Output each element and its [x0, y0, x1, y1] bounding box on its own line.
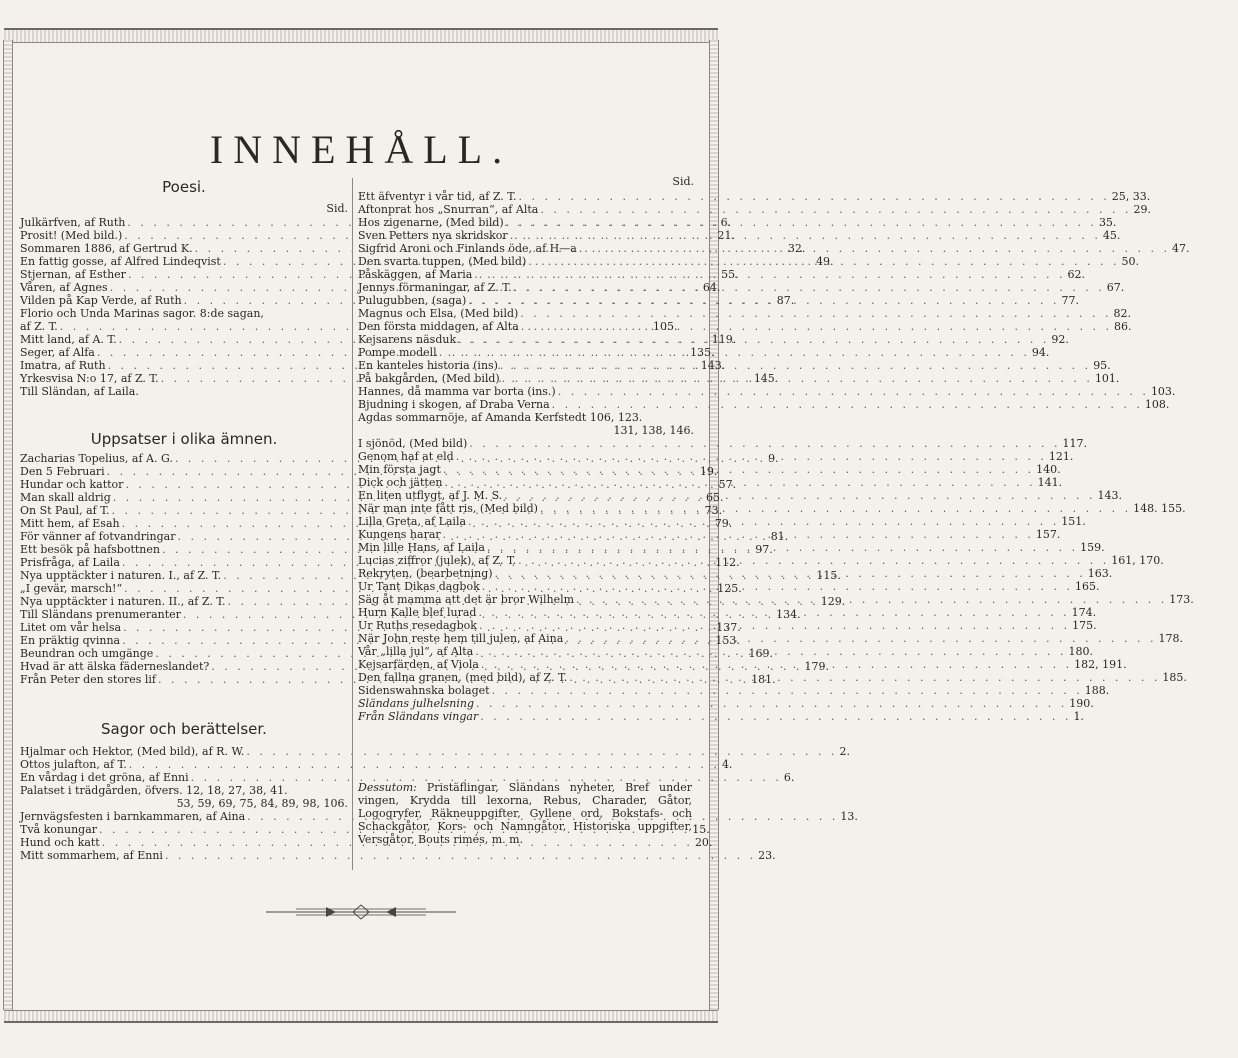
toc-entry	[20, 849, 776, 862]
toc-entry-page: 94.	[1031, 346, 1050, 359]
dot-leader	[498, 359, 1093, 372]
toc-entry-title: När man inte fått ris, (Med bild)	[358, 502, 538, 515]
toc-entry-title: Litet om vår helsa	[20, 621, 122, 634]
toc-entry	[20, 784, 348, 797]
toc-entry-page: 137.	[716, 621, 741, 634]
toc-entry-page: 134.	[776, 608, 801, 621]
toc-entry-title: Sigfrid Aroni och Finlands öde, af H—a	[358, 242, 577, 255]
toc-entry-page: 2.	[839, 745, 851, 758]
dessutom-text: Pristäflingar, Sländans nyheter, Bref under vingen, Krydda till lexorna, Rebus, Charader, Gåtor, Logogryfer, Räkneuppgifter, Gyllene ord, Bokstafs- och Schackgåtor, Kors- och Namngåtor, Historiska uppgifter, Versgåtor, Bouts rimés, m. m.	[358, 781, 692, 846]
toc-entry-page: 163.	[1087, 567, 1113, 580]
toc-entry-page: 64.	[702, 281, 721, 294]
toc-entry-page: 159.	[1080, 541, 1105, 554]
toc-entry-page: 143.	[1097, 489, 1122, 502]
toc-entry-title: Man skall aldrig	[20, 491, 111, 504]
column-divider	[352, 178, 353, 870]
toc-entry-page: 15.	[692, 823, 710, 836]
dot-leader	[478, 710, 1073, 723]
toc-entry-title: Hurn Kalle blef lurad	[358, 606, 477, 619]
toc-entry-page: 121.	[1048, 450, 1074, 463]
dot-leader	[577, 242, 1172, 255]
toc-entry-title: Seger, af Alfa	[20, 346, 95, 359]
toc-entry-page: 45.	[1102, 229, 1121, 242]
toc-entry-title: Lilla Greta, af Laila	[358, 515, 467, 528]
toc-entry	[358, 190, 1151, 203]
toc-entry-title: Dick och jätten	[358, 476, 443, 489]
toc-entry-title: „I gevär, marsch!“	[20, 582, 123, 595]
toc-entry-page: 6.	[783, 771, 795, 784]
dot-leader	[517, 190, 1112, 203]
toc-entry-title: Rekryten, (bearbetning)	[358, 567, 493, 580]
toc-entry-title: I sjönöd, (Med bild)	[358, 437, 468, 450]
toc-entry-title: Påskäggen, af Maria	[358, 268, 473, 281]
dot-leader	[538, 502, 1133, 515]
toc-entry-page: 181.	[751, 673, 776, 686]
toc-entry-page: 23.	[758, 849, 776, 862]
toc-entry-page: 1.	[1073, 710, 1084, 723]
toc-entry-title: Pompe modell	[358, 346, 437, 359]
dessutom-lead: Dessutom:	[358, 781, 417, 794]
dessutom-paragraph	[358, 781, 692, 846]
dot-leader	[437, 346, 1032, 359]
toc-entry-page: 179.	[804, 660, 829, 673]
toc-entry-page: 140.	[1036, 463, 1061, 476]
page-title: INNEHÅLL.	[209, 127, 513, 172]
toc-entry-page: 129.	[820, 595, 846, 608]
toc-entry-title: Jennys förmaningar, af Z. T.	[358, 281, 512, 294]
dot-leader	[490, 684, 1085, 697]
toc-entry-title: Beundran och umgänge	[20, 647, 154, 660]
toc-entry-title: Julkärfven, af Ruth	[20, 216, 126, 229]
toc-entry	[358, 697, 1094, 710]
toc-entry-title: Sidenswahnska bolaget	[358, 684, 490, 697]
toc-entry-title: Prisfråga, af Laila	[20, 556, 120, 569]
toc-entry-page: 62.	[1067, 268, 1085, 281]
dot-leader	[516, 554, 1111, 567]
toc-entry-page: 153.	[715, 634, 740, 647]
toc-entry-page: 35.	[1098, 216, 1117, 229]
toc-entry	[358, 385, 1176, 398]
toc-entry-page: 67.	[1106, 281, 1125, 294]
sid-label-left: Sid.	[326, 202, 348, 215]
toc-entry-page: 50.	[1121, 255, 1139, 268]
toc-entry-title: Zacharias Topelius, af A. G.	[20, 452, 173, 465]
toc-entry-title: Den första middagen, af Alta	[358, 320, 519, 333]
toc-entry-page: 86.	[1113, 320, 1132, 333]
toc-entry-page: 165.	[1074, 580, 1100, 593]
toc-entry-title: Mitt hem, af Esah	[20, 517, 120, 530]
dot-leader	[441, 528, 1036, 541]
toc-entry-title: On St Paul, af T.	[20, 504, 110, 517]
toc-entry-title: Hjalmar och Hektor, (Med bild), af R. W.	[20, 745, 245, 758]
toc-entry-page: 21.	[717, 229, 735, 242]
toc-entry-page: 173.	[1169, 593, 1194, 606]
dot-leader	[244, 745, 839, 758]
toc-entry-page: 6.	[720, 216, 732, 229]
toc-entry-page: 169.	[748, 647, 774, 660]
toc-entry-title: Vår „lilla jul“, af Alta	[358, 645, 474, 658]
toc-entry-title: Till Sländan, af Laila.	[20, 385, 139, 398]
toc-entry-title: Magnus och Elsa, (Med bild)	[358, 307, 519, 320]
dot-leader	[477, 619, 1072, 632]
toc-entry	[358, 398, 1170, 411]
dot-leader	[526, 255, 1121, 268]
toc-entry-page: 79.	[714, 517, 733, 530]
toc-entry-page: 115.	[816, 569, 841, 582]
toc-entry-title: Yrkesvisa N:o 17, af Z. T.	[20, 372, 159, 385]
toc-entry-title: Våren, af Agnes	[20, 281, 108, 294]
toc-entry-title: Vilden på Kap Verde, af Ruth	[20, 294, 182, 307]
toc-entry	[358, 320, 1132, 333]
section-heading-poesi: Poesi.	[162, 178, 206, 196]
toc-entry-title: Jernvägsfesten i barnkammaren, af Aina	[20, 810, 246, 823]
ornamental-border-left	[3, 40, 13, 1010]
toc-entry-page: 49.	[816, 255, 834, 268]
toc-entry	[20, 758, 733, 771]
dot-leader	[512, 281, 1107, 294]
toc-entry-page: 87.	[776, 294, 795, 307]
toc-entry-title: Sländans julhelsning	[358, 697, 475, 710]
toc-entry-title: Hund och katt	[20, 836, 100, 849]
toc-entry-page: 73.	[704, 504, 723, 517]
ornamental-border-top	[4, 28, 718, 43]
section-heading-uppsatser: Uppsatser i olika ämnen.	[90, 430, 278, 448]
toc-entry-title: Kejsarens näsduk	[358, 333, 457, 346]
toc-entry-title: Nya upptäckter i naturen. I., af Z. T.	[20, 569, 222, 582]
dot-leader	[504, 216, 1099, 229]
toc-entry-title: Bjudning i skogen, af Draba Verna	[358, 398, 550, 411]
toc-entry-title: Palatset i trädgården, öfvers. 12, 18, 27, 38, 41.	[20, 784, 288, 797]
dot-leader	[493, 567, 1088, 580]
toc-entry-title: Min lille Hans, af Laila	[358, 541, 485, 554]
toc-entry	[358, 307, 1131, 320]
toc-entry-page: 92.	[1051, 333, 1069, 346]
toc-entry-title: Säg åt mamma att det är bror Wilhelm	[358, 593, 575, 606]
toc-entry-title: Agdas sommarnöje, af Amanda Kerfstedt 106, 123.	[358, 411, 643, 424]
toc-entry-title: Hundar och kattor	[20, 478, 124, 491]
toc-entry-title: Prosit! (Med bild.)	[20, 229, 123, 242]
toc-entry-page: 185.	[1162, 671, 1187, 684]
toc-entry-page: 65.	[705, 491, 724, 504]
dot-leader	[538, 203, 1133, 216]
toc-entry-page: 117.	[1062, 437, 1087, 450]
toc-entry-page: 151.	[1061, 515, 1086, 528]
dot-leader	[476, 606, 1071, 619]
dot-leader	[472, 268, 1067, 281]
toc-entry-page: 103.	[1150, 385, 1176, 398]
toc-entry-title: Hvad är att älska fäderneslandet?	[20, 660, 210, 673]
toc-entry-title: Från Sländans vingar	[358, 710, 479, 723]
toc-entry-title: Ur Tant Dikas dagbok	[358, 580, 480, 593]
toc-entry-page: 55.	[721, 268, 739, 281]
toc-entry-title: Aftonprat hos „Snurran“, af Alta	[358, 203, 539, 216]
toc-entry-page: 157.	[1035, 528, 1061, 541]
toc-entry-title: Två konungar	[20, 823, 98, 836]
toc-entry-page: 148. 155.	[1133, 502, 1186, 515]
toc-entry-title: På bakgården, (Med bild)	[358, 372, 500, 385]
toc-entry-title: För vänner af fotvandringar	[20, 530, 176, 543]
dot-leader	[567, 671, 1162, 684]
dot-leader	[480, 580, 1075, 593]
dot-leader	[163, 849, 758, 862]
toc-entry-title: En fattig gosse, af Alfred Lindeqvist	[20, 255, 221, 268]
toc-entry	[20, 745, 851, 758]
toc-entry	[20, 836, 713, 849]
toc-entry-title: Den 5 Februari	[20, 465, 105, 478]
toc-entry-title: Ur Ruths resedagbok	[358, 619, 477, 632]
toc-entry-title: Mitt land, af A. T.	[20, 333, 117, 346]
toc-entry	[358, 684, 1110, 697]
dot-leader	[441, 463, 1036, 476]
dot-leader	[456, 333, 1051, 346]
toc-entry-title: 53, 59, 69, 75, 84, 89, 98, 106.	[176, 797, 348, 810]
toc-entry-page: 81.	[770, 530, 789, 543]
toc-entry-title: Florio och Unda Marinas sagor. 8:de sagan,	[20, 307, 264, 320]
dot-leader	[550, 398, 1145, 411]
toc-entry-title: Sven Petters nya skridskor	[358, 229, 508, 242]
toc-entry	[20, 307, 348, 320]
toc-entry-page: 112.	[715, 556, 740, 569]
toc-entry	[20, 385, 348, 398]
toc-entry-page: 175.	[1072, 619, 1097, 632]
toc-entry-page: 180.	[1068, 645, 1093, 658]
toc-entry	[20, 823, 710, 836]
dot-leader	[574, 593, 1169, 606]
toc-entry-title: Ett äfventyr i vår tid, af Z. T.	[358, 190, 517, 203]
dot-leader	[467, 437, 1062, 450]
toc-entry	[20, 797, 348, 810]
section-heading-sagor: Sagor och berättelser.	[101, 720, 267, 738]
toc-entry-title: Kungens harar	[358, 528, 441, 541]
toc-entry-page: 135.	[690, 346, 715, 359]
toc-entry-page: 57.	[718, 478, 737, 491]
toc-entry-page: 77.	[1061, 294, 1079, 307]
toc-entry-page: 9.	[768, 452, 779, 465]
toc-entry-page: 47.	[1172, 242, 1190, 255]
toc-entry-page: 29.	[1133, 203, 1152, 216]
ornamental-border-bottom	[4, 1010, 718, 1023]
toc-entry-title: Pulugubben, (saga)	[358, 294, 467, 307]
toc-entry-title: Från Peter den stores lif	[20, 673, 156, 686]
dot-leader	[473, 645, 1068, 658]
toc-entry-title: Hos zigenarne, (Med bild)	[358, 216, 504, 229]
dot-leader	[485, 541, 1080, 554]
toc-entry	[20, 810, 858, 823]
toc-entry-page: 161, 170.	[1111, 554, 1164, 567]
toc-entry-page: 25, 33.	[1111, 190, 1151, 203]
toc-entry-page: 145.	[753, 372, 779, 385]
dot-leader	[442, 476, 1037, 489]
dot-leader	[556, 385, 1151, 398]
toc-entry-page: 97.	[755, 543, 773, 556]
dot-leader	[502, 489, 1097, 502]
toc-entry-page: 13.	[840, 810, 858, 823]
sid-label-right: Sid.	[672, 175, 694, 188]
toc-entry-title: Genom haf at eld	[358, 450, 454, 463]
toc-entry-title: Nya upptäckter i naturen. II., af Z. T.	[20, 595, 226, 608]
toc-entry-title: En kanteles historia (ins)	[358, 359, 498, 372]
dot-leader	[474, 697, 1069, 710]
toc-entry-page: 4.	[721, 758, 733, 771]
dot-leader	[563, 632, 1158, 645]
toc-entry-page: 119.	[711, 333, 737, 346]
toc-entry-title: En vårdag i det gröna, af Enni	[20, 771, 189, 784]
dot-leader	[127, 758, 722, 771]
toc-entry-page: 174.	[1071, 606, 1097, 619]
toc-entry-page: 101.	[1094, 372, 1120, 385]
toc-entry-page: 188.	[1084, 684, 1110, 697]
toc-entry-page: 178.	[1158, 632, 1184, 645]
dot-leader	[454, 450, 1049, 463]
dot-leader	[518, 307, 1113, 320]
toc-entry-page: 95.	[1093, 359, 1111, 372]
toc-entry-title: Imatra, af Ruth	[20, 359, 106, 372]
toc-entry-title: Kejsarfärden, af Viola	[358, 658, 479, 671]
toc-entry-title: Sommaren 1886, af Gertrud K.	[20, 242, 193, 255]
toc-entry-page: 82.	[1113, 307, 1131, 320]
toc-entry	[358, 216, 1117, 229]
dot-leader	[508, 229, 1103, 242]
dot-leader	[466, 515, 1061, 528]
toc-entry-title: Till Sländans prenumeranter	[20, 608, 181, 621]
toc-entry-page: 105.	[653, 320, 678, 333]
toc-entry-title: En präktig qvinna	[20, 634, 121, 647]
toc-entry-page: 143.	[700, 359, 726, 372]
toc-entry-page: 182, 191.	[1074, 658, 1127, 671]
toc-entry	[358, 710, 1084, 723]
toc-entry-title: En liten utflygt, af J. M. S.	[358, 489, 503, 502]
toc-entry	[358, 424, 694, 437]
dot-leader	[466, 294, 1061, 307]
toc-entry-title: Ett besök på hafsbottnen	[20, 543, 160, 556]
dot-leader	[479, 658, 1074, 671]
toc-entry-page: 19.	[699, 465, 718, 478]
toc-entry-title: Stjernan, af Esther	[20, 268, 126, 281]
toc-entry-page: 125.	[717, 582, 742, 595]
toc-entry-title: Min första jagt	[358, 463, 441, 476]
dot-leader	[500, 372, 1095, 385]
toc-entry-page: 190.	[1069, 697, 1094, 710]
toc-entry	[20, 771, 795, 784]
toc-entry	[358, 450, 1074, 463]
toc-entry-title: Den svarta tuppen, (Med bild)	[358, 255, 527, 268]
ornament-divider-icon	[266, 903, 456, 921]
toc-entry-page: 32.	[787, 242, 806, 255]
toc-entry-title: af Z. T.	[20, 320, 58, 333]
toc-entry-title: Lucias ziffror (julek), af Z. T.	[358, 554, 517, 567]
toc-entry	[358, 411, 694, 424]
toc-entry-title: Hannes, då mamma var borta (ins.)	[358, 385, 556, 398]
toc-entry	[358, 203, 1152, 216]
toc-entry-title: Den fallna granen, (med bild), af Z. T.	[358, 671, 568, 684]
toc-entry-title: Mitt sommarhem, af Enni	[20, 849, 163, 862]
toc-entry-title: Ottos julafton, af T.	[20, 758, 127, 771]
toc-entry-title: 131, 138, 146.	[613, 424, 694, 437]
toc-entry	[358, 437, 1087, 450]
dot-leader	[519, 320, 1114, 333]
toc-entry-page: 141.	[1037, 476, 1063, 489]
toc-entry-title: När John reste hem till julen, af Aina	[358, 632, 564, 645]
toc-entry-page: 108.	[1144, 398, 1170, 411]
toc-entry-page: 20.	[694, 836, 713, 849]
